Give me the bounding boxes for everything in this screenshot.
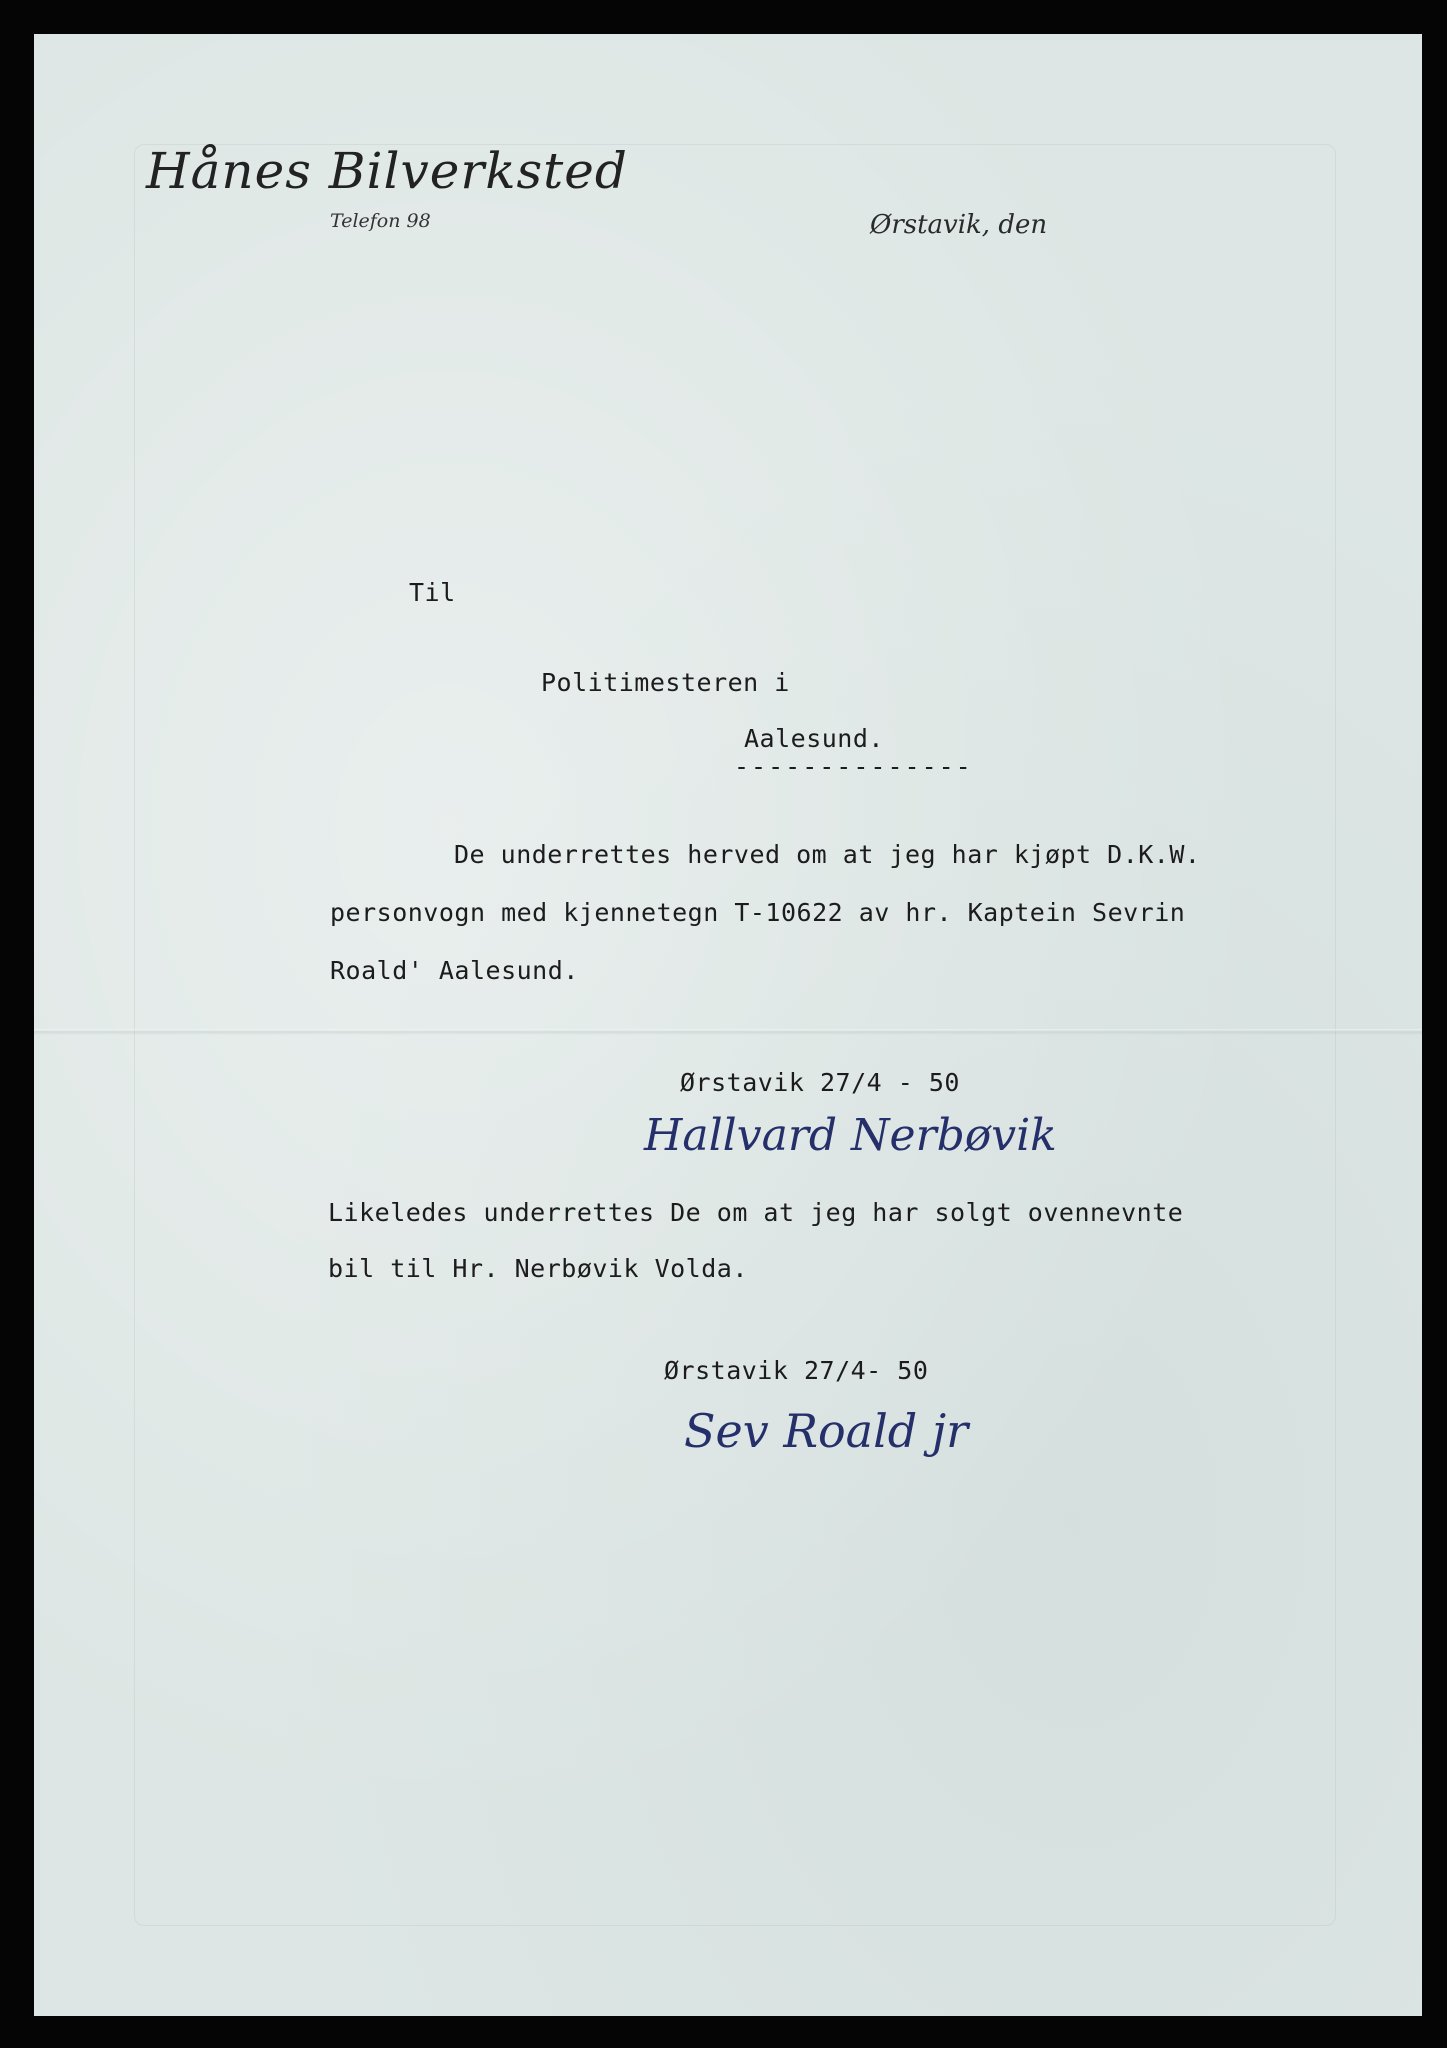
- letter-page: [34, 34, 1422, 2016]
- body-line-3: Roald' Aalesund.: [330, 956, 579, 985]
- date-1: Ørstavik 27/4 - 50: [680, 1068, 960, 1097]
- recipient: Politimesteren i: [541, 668, 790, 697]
- recipient-city: Aalesund.: [744, 724, 884, 753]
- second-line-1: Likeledes underrettes De om at jeg har solgt ovennevnte: [328, 1198, 1184, 1227]
- city-underline: --------------: [734, 752, 973, 781]
- letterhead-company: Hånes Bilverksted: [146, 142, 628, 200]
- signature-2: Sev Roald jr: [684, 1404, 969, 1458]
- second-line-2: bil til Hr. Nerbøvik Volda.: [328, 1254, 748, 1283]
- salutation: Til: [409, 578, 456, 607]
- body-line-1: De underrettes herved om at jeg har kjøpt D.K.W.: [454, 840, 1201, 869]
- paper-frame: [134, 144, 1336, 1926]
- signature-1: Hallvard Nerbøvik: [644, 1110, 1057, 1161]
- date-2: Ørstavik 27/4- 50: [664, 1356, 929, 1385]
- letterhead-place: Ørstavik, den: [870, 210, 1048, 240]
- letterhead-telephone: Telefon 98: [330, 210, 431, 232]
- paper-fold: [34, 1029, 1422, 1035]
- body-line-2: personvogn med kjennetegn T-10622 av hr. Kaptein Sevrin: [330, 898, 1186, 927]
